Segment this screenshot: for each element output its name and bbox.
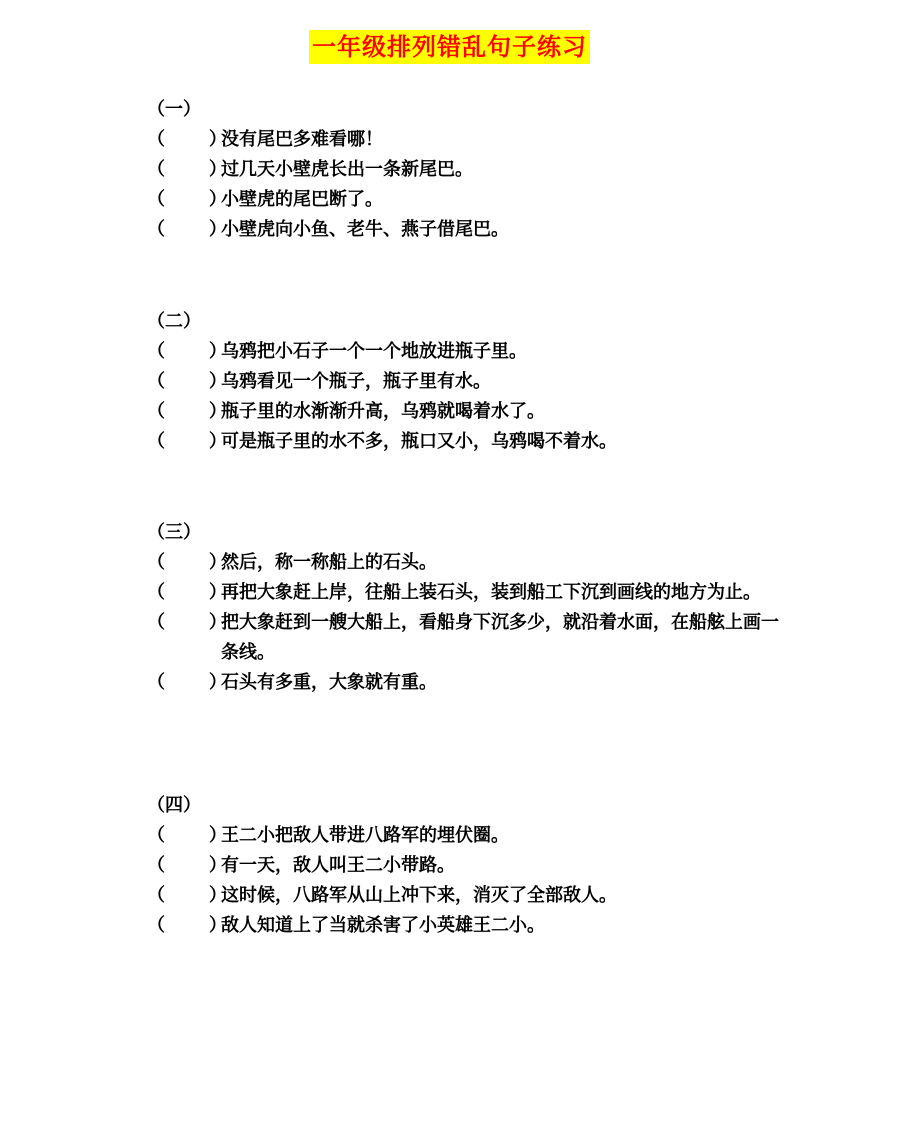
answer-blank[interactable]: （ ） bbox=[147, 401, 227, 422]
answer-blank[interactable]: （ ） bbox=[147, 672, 227, 693]
sentence-text: 小壁虎的尾巴断了。 bbox=[221, 189, 383, 210]
sentence-text: 把大象赶到一艘大船上，看船身下沉多少，就沿着水面，在船舷上画一条线。 bbox=[221, 612, 779, 663]
answer-blank[interactable]: （ ） bbox=[147, 915, 227, 936]
sentence-row bbox=[147, 608, 787, 668]
sentence-text: 再把大象赶上岸，往船上装石头，装到船工下沉到画线的地方为止。 bbox=[221, 582, 761, 603]
sentence-row bbox=[147, 367, 787, 397]
sentence-text: 乌鸦把小石子一个一个地放进瓶子里。 bbox=[221, 341, 527, 362]
answer-blank[interactable]: （ ） bbox=[147, 219, 227, 240]
answer-blank[interactable]: （ ） bbox=[147, 582, 227, 603]
exercise-section-1 bbox=[147, 95, 787, 245]
section-heading: （三） bbox=[147, 522, 201, 543]
sentence-text: 可是瓶子里的水不多，瓶口又小，乌鸦喝不着水。 bbox=[221, 431, 617, 452]
sentence-row bbox=[147, 548, 787, 578]
answer-blank[interactable]: （ ） bbox=[147, 431, 227, 452]
answer-blank[interactable]: （ ） bbox=[147, 612, 227, 633]
answer-blank[interactable]: （ ） bbox=[147, 855, 227, 876]
sentence-row bbox=[147, 578, 787, 608]
sentence-row bbox=[147, 185, 787, 215]
sentence-text: 这时候，八路军从山上冲下来，消灭了全部敌人。 bbox=[221, 885, 617, 906]
sentence-text: 瓶子里的水渐渐升高，乌鸦就喝着水了。 bbox=[221, 401, 545, 422]
sentence-text: 王二小把敌人带进八路军的埋伏圈。 bbox=[221, 825, 509, 846]
sentence-row bbox=[147, 668, 787, 698]
title-wrap bbox=[0, 30, 899, 64]
sentence-text: 过几天小壁虎长出一条新尾巴。 bbox=[221, 159, 473, 180]
sentence-text: 没有尾巴多难看哪！ bbox=[221, 129, 383, 150]
sentence-row bbox=[147, 881, 787, 911]
answer-blank[interactable]: （ ） bbox=[147, 825, 227, 846]
section-heading: （一） bbox=[147, 99, 201, 120]
sentence-text: 然后，称一称船上的石头。 bbox=[221, 552, 437, 573]
sentence-row bbox=[147, 337, 787, 367]
exercise-section-3 bbox=[147, 518, 787, 698]
sentence-text: 乌鸦看见一个瓶子，瓶子里有水。 bbox=[221, 371, 491, 392]
answer-blank[interactable]: （ ） bbox=[147, 189, 227, 210]
answer-blank[interactable]: （ ） bbox=[147, 341, 227, 362]
section-heading: （四） bbox=[147, 795, 201, 816]
sentence-text: 小壁虎向小鱼、老牛、燕子借尾巴。 bbox=[221, 219, 509, 240]
sentence-text: 有一天，敌人叫王二小带路。 bbox=[221, 855, 455, 876]
sentence-row bbox=[147, 397, 787, 427]
section-heading: （二） bbox=[147, 311, 201, 332]
sentence-row bbox=[147, 215, 787, 245]
answer-blank[interactable]: （ ） bbox=[147, 129, 227, 150]
answer-blank[interactable]: （ ） bbox=[147, 885, 227, 906]
page-title: 一年级排列错乱句子练习 bbox=[309, 30, 590, 64]
sentence-row bbox=[147, 427, 787, 457]
sentence-row bbox=[147, 155, 787, 185]
sentence-row bbox=[147, 851, 787, 881]
sentence-text: 敌人知道上了当就杀害了小英雄王二小。 bbox=[221, 915, 545, 936]
answer-blank[interactable]: （ ） bbox=[147, 552, 227, 573]
exercise-section-4 bbox=[147, 791, 787, 941]
sentence-row bbox=[147, 821, 787, 851]
exercise-section-2 bbox=[147, 307, 787, 457]
sentence-row bbox=[147, 911, 787, 941]
sentence-row bbox=[147, 125, 787, 155]
answer-blank[interactable]: （ ） bbox=[147, 371, 227, 392]
sentence-text: 石头有多重，大象就有重。 bbox=[221, 672, 437, 693]
answer-blank[interactable]: （ ） bbox=[147, 159, 227, 180]
